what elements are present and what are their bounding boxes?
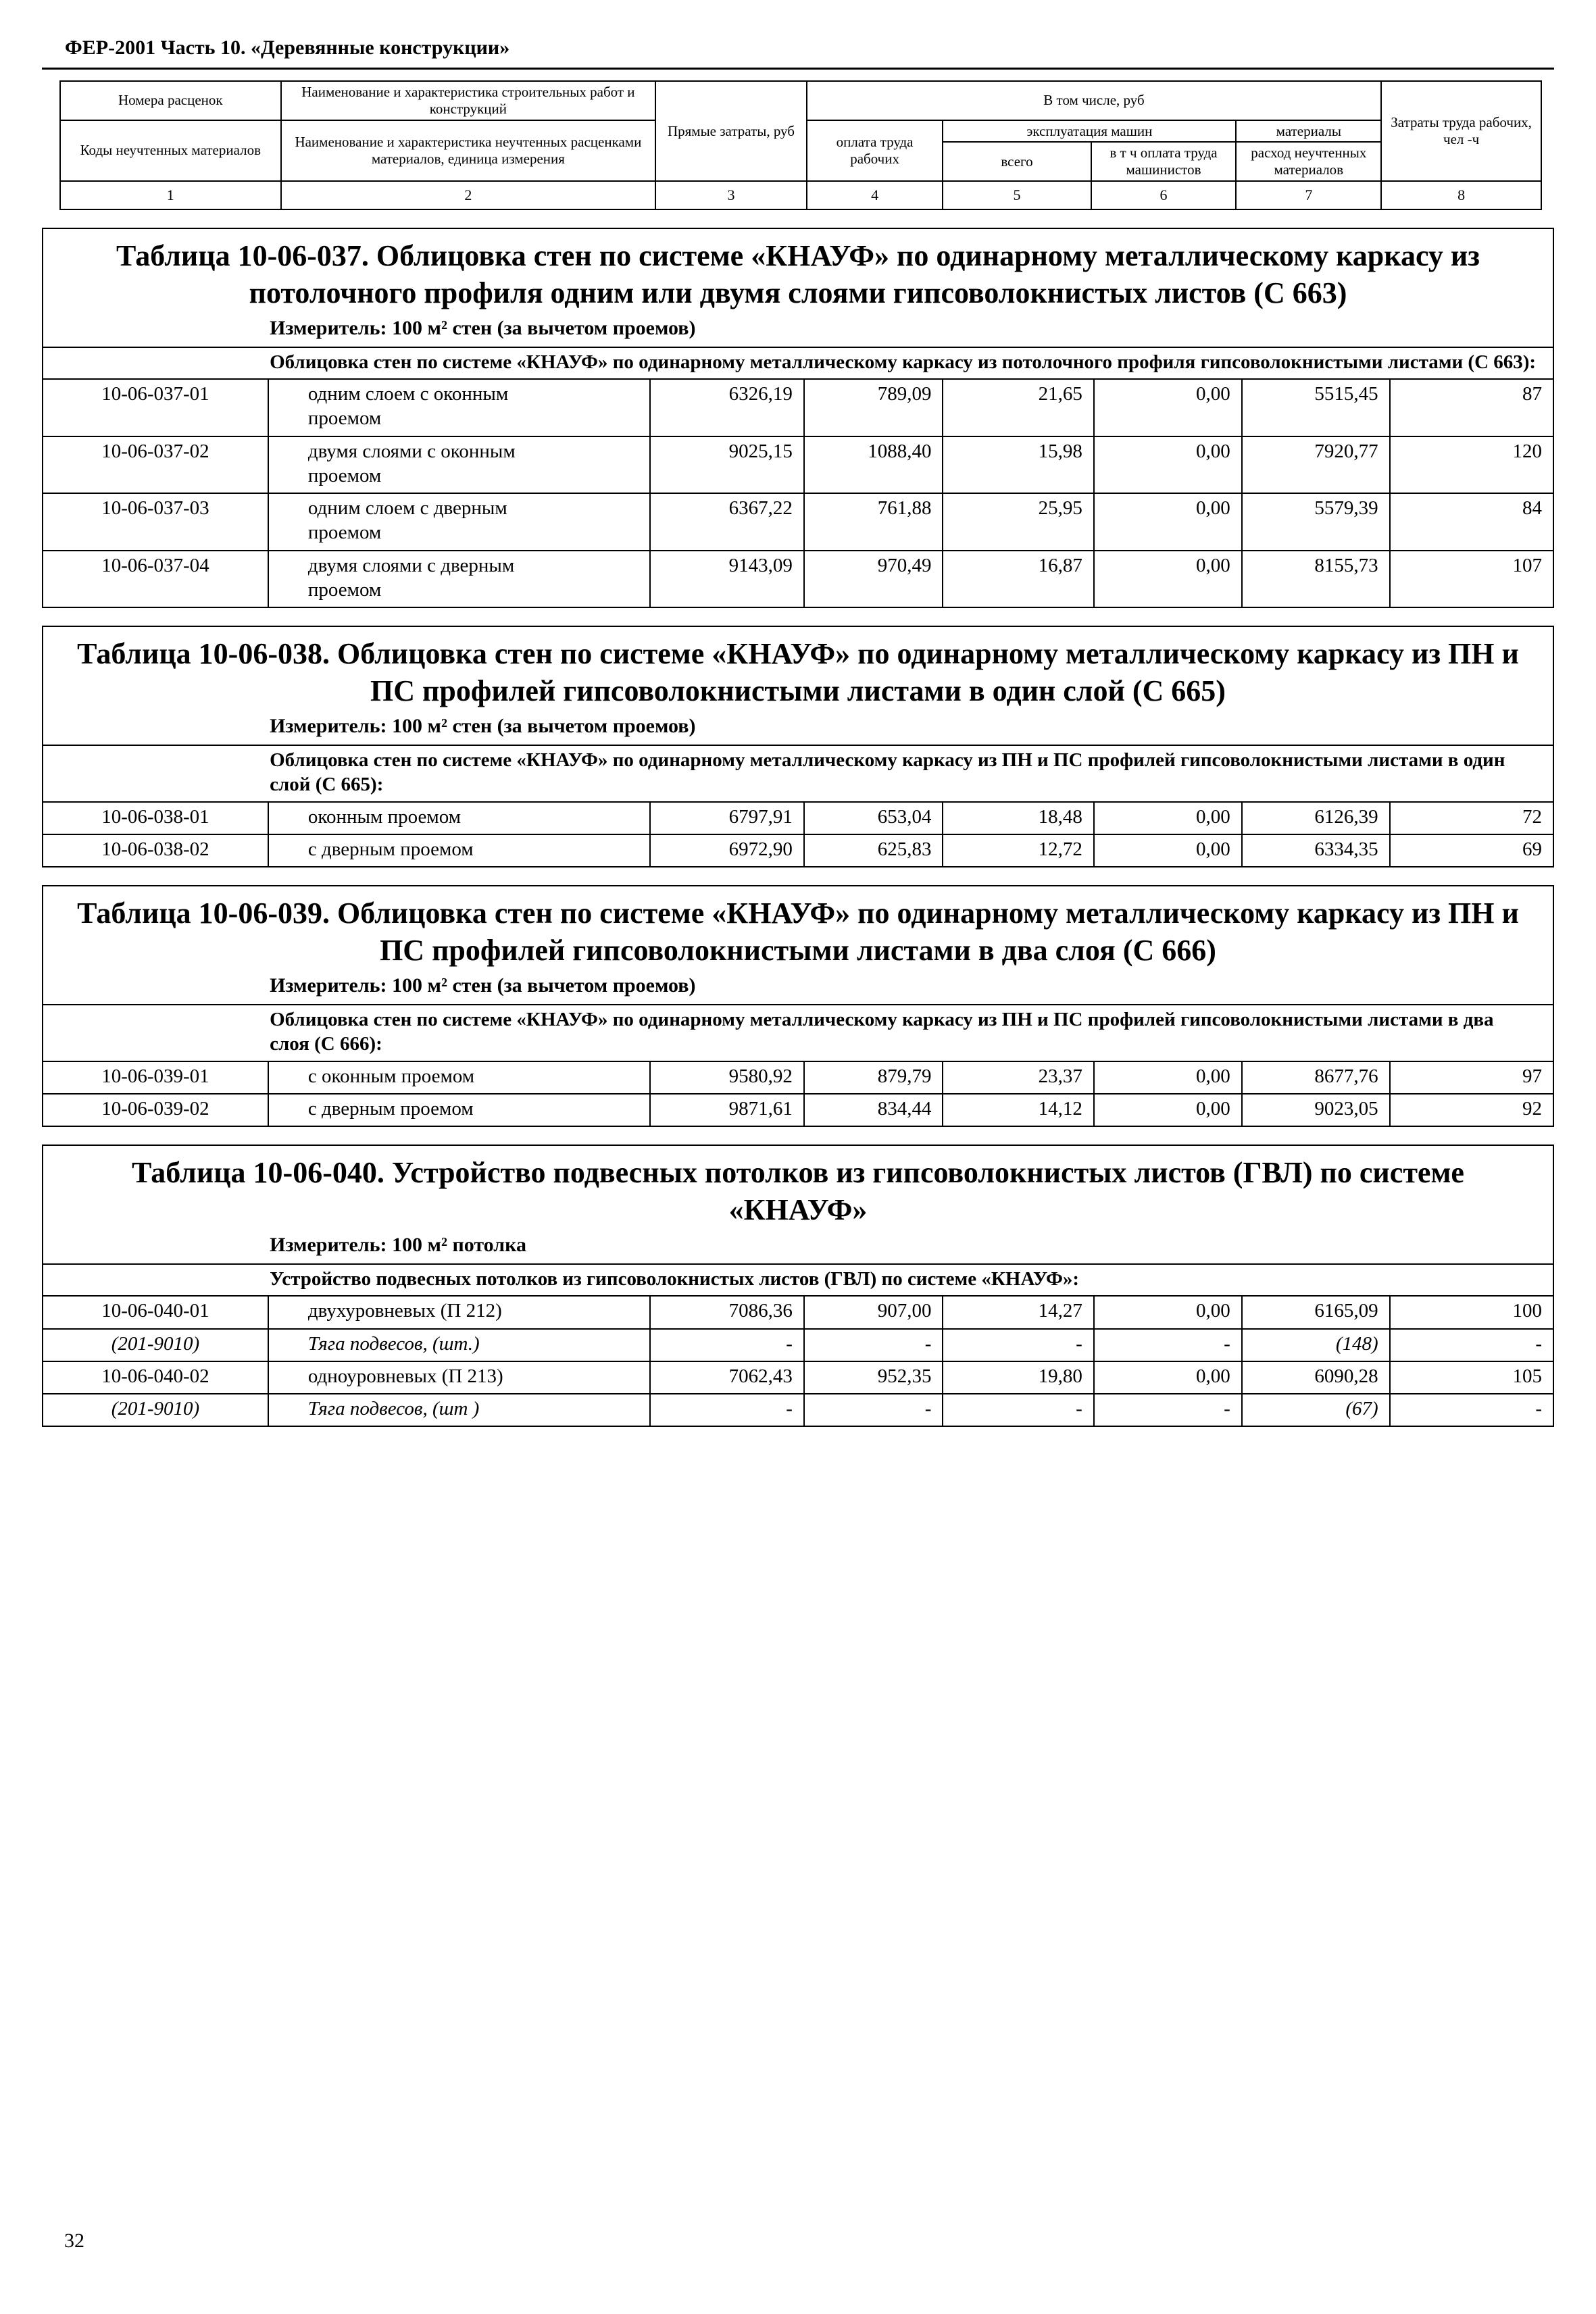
labor-hours-cell: 92 xyxy=(1390,1094,1553,1126)
direct-costs-cell: 7086,36 xyxy=(650,1296,804,1328)
page-number: 32 xyxy=(64,2230,84,2252)
work-desc-cell: с дверным проемом xyxy=(268,1094,650,1126)
material-code-cell: (201-9010) xyxy=(43,1329,268,1361)
group-header-row xyxy=(43,1005,1553,1061)
section-measure: Измеритель: 100 м² потолка xyxy=(270,1234,526,1257)
machinist-pay-cell: - xyxy=(1094,1329,1242,1361)
labor-pay-cell: 789,09 xyxy=(804,379,943,436)
column-number: 5 xyxy=(943,181,1091,209)
section-title: Таблица 10-06-040. Устройство подвесных потолков из гипсоволокнистых листов (ГВЛ) по системе «КНАУФ» xyxy=(132,1156,1464,1227)
labor-hours-cell: 69 xyxy=(1390,834,1553,866)
rate-code-cell: 10-06-039-01 xyxy=(43,1061,268,1094)
machines-total-cell: 19,80 xyxy=(943,1361,1093,1394)
direct-costs-cell: 6367,22 xyxy=(650,493,804,551)
machines-total-cell: 25,95 xyxy=(943,493,1093,551)
rate-row xyxy=(43,1361,1553,1394)
labor-hours-cell: - xyxy=(1390,1329,1553,1361)
direct-costs-cell: 6326,19 xyxy=(650,379,804,436)
rate-code-cell: 10-06-037-04 xyxy=(43,551,268,607)
col-header-machines-total: всего xyxy=(943,142,1091,181)
labor-hours-cell: 100 xyxy=(1390,1296,1553,1328)
col-header-machines: эксплуатация машин xyxy=(943,120,1236,143)
materials-cell: 6126,39 xyxy=(1242,802,1390,834)
group-header: Облицовка стен по системе «КНАУФ» по одинарному металлическому каркасу из ПН и ПС профилей гипсоволокнистыми листами в один слой (С 665): xyxy=(43,745,1553,802)
section-rate-table xyxy=(43,745,1553,866)
rate-code-cell: 10-06-039-02 xyxy=(43,1094,268,1126)
section-title: Таблица 10-06-039. Облицовка стен по системе «КНАУФ» по одинарному металлическому каркасу из ПН и ПС профилей гипсоволокнистыми листами в два слоя (С 666) xyxy=(77,897,1519,967)
machinist-pay-cell: 0,00 xyxy=(1094,1061,1242,1094)
section-measure: Измеритель: 100 м² стен (за вычетом проемов) xyxy=(270,316,696,339)
material-desc-cell: Тяга подвесов, (шт.) xyxy=(268,1329,650,1361)
labor-hours-cell: 120 xyxy=(1390,436,1553,494)
work-desc-cell: двумя слоями с оконным проемом xyxy=(268,436,650,494)
table-section-10-06-040 xyxy=(42,1145,1554,1427)
work-desc-cell: одноуровневых (П 213) xyxy=(268,1361,650,1394)
machinist-pay-cell: 0,00 xyxy=(1094,551,1242,607)
col-header-material-name: Наименование и характеристика неучтенных расценками материалов, единица измерения xyxy=(281,120,656,181)
column-number: 1 xyxy=(60,181,281,209)
rate-row xyxy=(43,436,1553,494)
column-number: 6 xyxy=(1091,181,1237,209)
material-code-cell: (201-9010) xyxy=(43,1394,268,1426)
machinist-pay-cell: 0,00 xyxy=(1094,493,1242,551)
col-header-rate-numbers: Номера расценок xyxy=(60,81,281,120)
rate-code-cell: 10-06-038-02 xyxy=(43,834,268,866)
materials-cell: 7920,77 xyxy=(1242,436,1390,494)
column-number: 4 xyxy=(807,181,943,209)
machines-total-cell: 14,27 xyxy=(943,1296,1093,1328)
rate-row xyxy=(43,1061,1553,1094)
machines-total-cell: 21,65 xyxy=(943,379,1093,436)
labor-pay-cell: 907,00 xyxy=(804,1296,943,1328)
rate-row xyxy=(43,551,1553,607)
machines-total-cell: 23,37 xyxy=(943,1061,1093,1094)
col-header-including: В том числе, руб xyxy=(807,81,1381,120)
work-desc-cell: двумя слоями с дверным проемом xyxy=(268,551,650,607)
labor-hours-cell: - xyxy=(1390,1394,1553,1426)
table-section-10-06-038 xyxy=(42,626,1554,867)
machinist-pay-cell: 0,00 xyxy=(1094,436,1242,494)
labor-hours-cell: 97 xyxy=(1390,1061,1553,1094)
material-row xyxy=(43,1394,1553,1426)
labor-hours-cell: 105 xyxy=(1390,1361,1553,1394)
labor-hours-cell: 107 xyxy=(1390,551,1553,607)
direct-costs-cell: 9871,61 xyxy=(650,1094,804,1126)
column-number: 2 xyxy=(281,181,656,209)
col-header-labor-costs: Затраты труда рабочих, чел -ч xyxy=(1381,81,1541,181)
labor-hours-cell: 72 xyxy=(1390,802,1553,834)
materials-cell: 6090,28 xyxy=(1242,1361,1390,1394)
machinist-pay-cell: 0,00 xyxy=(1094,379,1242,436)
materials-cell: 5579,39 xyxy=(1242,493,1390,551)
machinist-pay-cell: - xyxy=(1094,1394,1242,1426)
rate-row xyxy=(43,379,1553,436)
direct-costs-cell: 6972,90 xyxy=(650,834,804,866)
labor-pay-cell: - xyxy=(804,1394,943,1426)
materials-cell: 9023,05 xyxy=(1242,1094,1390,1126)
rate-row xyxy=(43,834,1553,866)
material-desc-cell: Тяга подвесов, (шт ) xyxy=(268,1394,650,1426)
rate-columns-header-table xyxy=(59,80,1542,210)
direct-costs-cell: - xyxy=(650,1394,804,1426)
machines-total-cell: 15,98 xyxy=(943,436,1093,494)
materials-cell: 6165,09 xyxy=(1242,1296,1390,1328)
section-title: Таблица 10-06-037. Облицовка стен по системе «КНАУФ» по одинарному металлическому каркасу из потолочного профиля одним или двумя слоями гипсоволокнистых листов (С 663) xyxy=(116,238,1480,309)
rate-row xyxy=(43,802,1553,834)
section-measure: Измеритель: 100 м² стен (за вычетом проемов) xyxy=(270,974,696,997)
direct-costs-cell: 9580,92 xyxy=(650,1061,804,1094)
machinist-pay-cell: 0,00 xyxy=(1094,1094,1242,1126)
labor-pay-cell: 761,88 xyxy=(804,493,943,551)
machines-total-cell: - xyxy=(943,1329,1093,1361)
table-section-10-06-039 xyxy=(42,885,1554,1127)
col-header-labor-pay: оплата труда рабочих xyxy=(807,120,943,181)
column-number: 3 xyxy=(655,181,807,209)
section-title: Таблица 10-06-038. Облицовка стен по системе «КНАУФ» по одинарному металлическому каркасу из ПН и ПС профилей гипсоволокнистыми листами в один слой (С 665) xyxy=(77,637,1519,708)
rate-code-cell: 10-06-040-02 xyxy=(43,1361,268,1394)
labor-pay-cell: 970,49 xyxy=(804,551,943,607)
col-header-work-name: Наименование и характеристика строительных работ и конструкций xyxy=(281,81,656,120)
materials-cell: 5515,45 xyxy=(1242,379,1390,436)
work-desc-cell: одним слоем с оконным проемом xyxy=(268,379,650,436)
group-header: Облицовка стен по системе «КНАУФ» по одинарному металлическому каркасу из потолочного профиля гипсоволокнистыми листами (С 663): xyxy=(43,347,1553,379)
group-header-row xyxy=(43,1264,1553,1296)
col-header-material-consumption: расход неучтенных материалов xyxy=(1236,142,1381,181)
machinist-pay-cell: 0,00 xyxy=(1094,834,1242,866)
work-desc-cell: оконным проемом xyxy=(268,802,650,834)
group-header-row xyxy=(43,745,1553,802)
labor-pay-cell: 879,79 xyxy=(804,1061,943,1094)
machines-total-cell: 14,12 xyxy=(943,1094,1093,1126)
table-section-10-06-037 xyxy=(42,228,1554,608)
col-header-direct-costs: Прямые затраты, руб xyxy=(655,81,807,181)
header-row-1 xyxy=(60,81,1541,120)
group-header: Устройство подвесных потолков из гипсоволокнистых листов (ГВЛ) по системе «КНАУФ»: xyxy=(43,1264,1553,1296)
column-numbers-row xyxy=(60,181,1541,209)
material-row xyxy=(43,1329,1553,1361)
work-desc-cell: одним слоем с дверным проемом xyxy=(268,493,650,551)
group-header-row xyxy=(43,347,1553,379)
section-rate-table xyxy=(43,347,1553,607)
direct-costs-cell: 9143,09 xyxy=(650,551,804,607)
labor-pay-cell: 834,44 xyxy=(804,1094,943,1126)
rate-code-cell: 10-06-037-02 xyxy=(43,436,268,494)
materials-cell: 8155,73 xyxy=(1242,551,1390,607)
column-number: 7 xyxy=(1236,181,1381,209)
materials-cell: 6334,35 xyxy=(1242,834,1390,866)
machines-total-cell: 12,72 xyxy=(943,834,1093,866)
direct-costs-cell: 6797,91 xyxy=(650,802,804,834)
group-header: Облицовка стен по системе «КНАУФ» по одинарному металлическому каркасу из ПН и ПС профилей гипсоволокнистыми листами в два слоя (С 666): xyxy=(43,1005,1553,1061)
labor-hours-cell: 87 xyxy=(1390,379,1553,436)
labor-hours-cell: 84 xyxy=(1390,493,1553,551)
rate-code-cell: 10-06-040-01 xyxy=(43,1296,268,1328)
section-rate-table xyxy=(43,1263,1553,1426)
work-desc-cell: с оконным проемом xyxy=(268,1061,650,1094)
col-header-machinist-pay: в т ч оплата труда машинистов xyxy=(1091,142,1237,181)
labor-pay-cell: 653,04 xyxy=(804,802,943,834)
machines-total-cell: 18,48 xyxy=(943,802,1093,834)
column-number: 8 xyxy=(1381,181,1541,209)
materials-cell: 8677,76 xyxy=(1242,1061,1390,1094)
machinist-pay-cell: 0,00 xyxy=(1094,802,1242,834)
work-desc-cell: с дверным проемом xyxy=(268,834,650,866)
machinist-pay-cell: 0,00 xyxy=(1094,1361,1242,1394)
machines-total-cell: 16,87 xyxy=(943,551,1093,607)
machinist-pay-cell: 0,00 xyxy=(1094,1296,1242,1328)
rate-row xyxy=(43,1296,1553,1328)
labor-pay-cell: 1088,40 xyxy=(804,436,943,494)
document-title: ФЕР-2001 Часть 10. «Деревянные конструкции» xyxy=(42,30,1554,70)
rate-row xyxy=(43,493,1553,551)
direct-costs-cell: - xyxy=(650,1329,804,1361)
rate-code-cell: 10-06-037-03 xyxy=(43,493,268,551)
material-consumption-cell: (148) xyxy=(1242,1329,1390,1361)
labor-pay-cell: 625,83 xyxy=(804,834,943,866)
col-header-materials: материалы xyxy=(1236,120,1381,143)
labor-pay-cell: - xyxy=(804,1329,943,1361)
direct-costs-cell: 9025,15 xyxy=(650,436,804,494)
rate-code-cell: 10-06-037-01 xyxy=(43,379,268,436)
work-desc-cell: двухуровневых (П 212) xyxy=(268,1296,650,1328)
rate-code-cell: 10-06-038-01 xyxy=(43,802,268,834)
material-consumption-cell: (67) xyxy=(1242,1394,1390,1426)
section-rate-table xyxy=(43,1004,1553,1126)
direct-costs-cell: 7062,43 xyxy=(650,1361,804,1394)
col-header-material-codes: Коды неучтенных материалов xyxy=(60,120,281,181)
section-measure: Измеритель: 100 м² стен (за вычетом проемов) xyxy=(270,715,696,738)
machines-total-cell: - xyxy=(943,1394,1093,1426)
labor-pay-cell: 952,35 xyxy=(804,1361,943,1394)
rate-row xyxy=(43,1094,1553,1126)
